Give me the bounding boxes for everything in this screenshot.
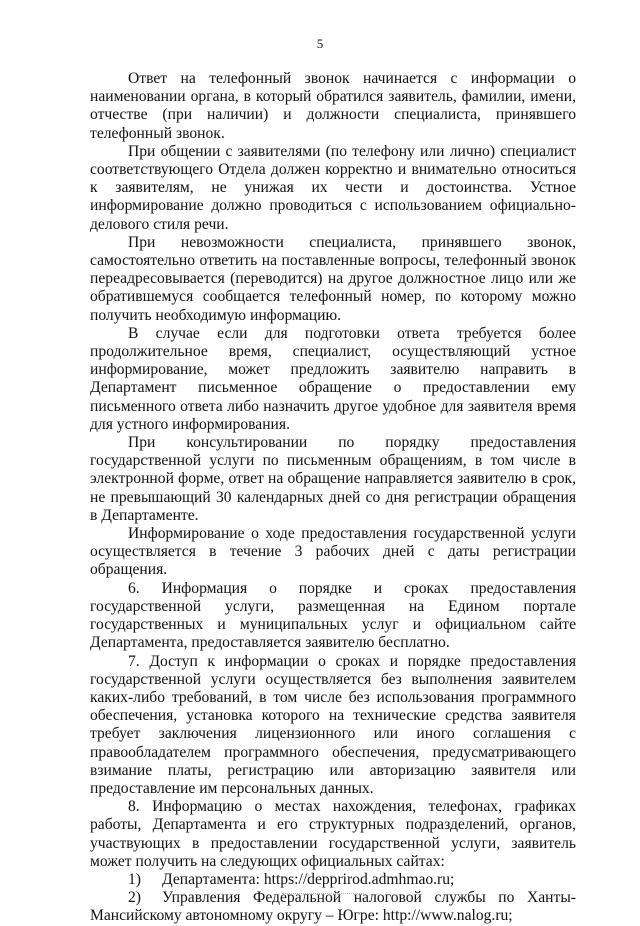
paragraph-phone-call-start: Ответ на телефонный звонок начинается с информации о наименовании органа, в который обратился заявитель, фамилии, имени, отчестве (при наличии) и должности специалиста, принявшего телефонный звонок. — [90, 70, 576, 142]
paragraph-item-8: 8. Информацию о местах нахождения, телефонах, графиках работы, Департамента и его структурных подразделений, органов, участвующих в предоставлении государственной услуги, заявитель может получить на следующих официальных сайтах: — [90, 798, 576, 870]
paragraph-written-requests: При консультировании по порядку предоставления государственной услуги по письменным обращениям, в том числе в электронной форме, ответ на обращение направляется заявителю в срок, не превышающий 30 календарных дней со дня регистрации обращения в Департаменте. — [90, 434, 576, 524]
page-number: 5 — [316, 36, 324, 51]
list-item-number: 2) — [128, 889, 141, 907]
list-item-text: Управления Федеральной налоговой службы по Ханты-Мансийскому автономному округу – Югре: http://www.nalog.ru; — [90, 889, 576, 925]
paragraph-progress-information: Информирование о ходе предоставления государственной услуги осуществляется в течение 3 рабочих дней с даты регистрации обращения. — [90, 525, 576, 579]
document-body — [90, 70, 576, 926]
paragraph-communication-rules: При общении с заявителями (по телефону или лично) специалист соответствующего Отдела должен корректно и внимательно относиться к заявителям, не унижая их чести и достоинства. Устное информирование должно проводиться с использованием официально-делового стиля речи. — [90, 142, 576, 233]
list-item-text: Департамента: https://depprirod.admhmao.ru; — [162, 870, 455, 888]
paragraph-item-6: 6. Информация о порядке и сроках предоставления государственной услуги, размещенная на Едином портале государственных и муниципальных услуг и официальном сайте Департамента, предоставляется заявителю бесплатно. — [90, 579, 576, 652]
list-item-number: 1) — [128, 870, 141, 888]
list-item-department — [90, 871, 576, 889]
paragraph-item-7: 7. Доступ к информации о сроках и порядке предоставления государственной услуги осуществляется без выполнения заявителем каких-либо требований, в том числе без использования программного обеспечения, установка которого на технические средства заявителя требует заключения лицензионного или иного соглашения с правообладателем программного обеспечения, предусматривающего взимание платы, регистрацию или авторизацию заявителя или предоставление им персональных данных. — [90, 652, 576, 797]
paragraph-call-redirect: При невозможности специалиста, принявшего звонок, самостоятельно ответить на поставленные вопросы, телефонный звонок переадресовывается (переводится) на другое должностное лицо или же обратившемуся сообщается телефонный номер, по которому можно получить необходимую информацию. — [90, 233, 576, 324]
paragraph-longer-preparation: В случае если для подготовки ответа требуется более продолжительное время, специалист, осуществляющий устное информирование, может предложить заявителю направить в Департамент письменное обращение о предоставлении ему письменного ответа либо назначить другое удобное для заявителя время для устного информирования. — [90, 324, 576, 433]
list-item-tax-service — [90, 889, 576, 925]
scan-dotted-mark — [282, 893, 364, 894]
